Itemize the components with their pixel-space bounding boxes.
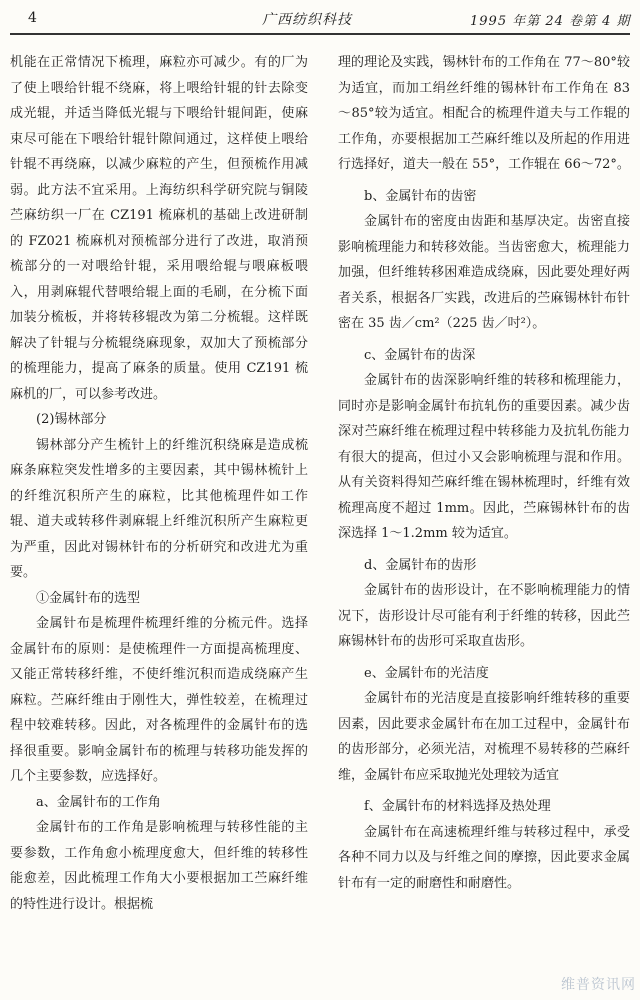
paragraph: 锡林部分产生梳针上的纤维沉积绕麻是造成梳麻条麻粒突发性增多的主要因素，其中锡林梳针上的纤维沉积所产生的麻粒，比其他梳理件如工作辊、道夫或转移件剥麻辊上纤维沉积所产生麻粒更为严重，因此对锡林针布的分析研究和改进尤为重要。 <box>10 437 308 580</box>
paragraph: 金属针布在高速梳理纤维与转移过程中，承受各种不同力以及与纤维之间的摩擦，因此要求金属针布有一定的耐磨性和耐磨性。 <box>338 824 630 891</box>
paragraph: 理的理论及实践，锡林针布的工作角在 77～80°较为适宜，而加工绢丝纤维的锡林针布工作角在 83～85°较为适宜。相配合的梳理件道夫与工作辊的工作角，亦要根据加工苎麻纤维以及所起的作用进行选择好，道夫一般在 55°，工作辊在 66～72°。 <box>338 55 630 172</box>
page-number: 4 <box>28 10 37 26</box>
section-heading: d、金属针布的齿形 <box>364 557 477 573</box>
header-rule <box>10 33 630 35</box>
issue-info: 1995 年第 24 卷第 4 期 <box>470 14 631 29</box>
page-header <box>0 0 640 36</box>
paragraph: 机能在正常情况下梳理，麻粒亦可减少。有的厂为了使上喂给针辊不绕麻，将上喂给针辊的针去除变成光辊，并适当降低光辊与下喂给针辊间距，使麻束尽可能在下喂给针辊针隙间通过，这样使上喂给针辊不再绕麻，以减少麻粒的产生，但预梳作用减弱。此方法不宜采用。上海纺织科学研究院与铜陵苎麻纺织一厂在 CZ191 梳麻机的基础上改进研制的 FZ021 梳麻机对预梳部分进行了改进，取消预梳部分的一对喂给针辊，采用喂给辊与喂麻板喂入，用剥麻辊代替喂给辊上面的毛刷，在分梳下面加装分梳板，并将转移辊改为第二分梳辊。这样既解决了针辊与分梳辊绕麻现象，双加大了预梳部分的梳理能力，提高了麻条的质量。使用 CZ191 梳麻机的厂，可以参考改进。 <box>10 55 308 402</box>
paragraph: 金属针布的齿深影响纤维的转移和梳理能力，同时亦是影响金属针布抗轧伤的重要因素。减少齿深对苎麻纤维在梳理过程中转移能力及抗轧伤能力有很大的提高，但过小又会影响梳理与混和作用。从有关资料得知苎麻纤维在锡林梳理时，纤维有效梳理高度不超过 1mm。因此，苎麻锡林针布的齿深选择 1～1.2mm 较为适宜。 <box>338 373 630 541</box>
paragraph: 金属针布的齿形设计，在不影响梳理能力的情况下，齿形设计尽可能有利于纤维的转移，因此苎麻锡林针布的齿形可采取直齿形。 <box>338 583 630 649</box>
paragraph: 金属针布的工作角是影响梳理与转移性能的主要参数，工作角愈小梳理度愈大，但纤维的转移性能愈差，因此梳理工作角大小要根据加工苎麻纤维的特性进行设计。根据梳 <box>10 820 308 912</box>
paragraph: 金属针布的密度由齿距和基厚决定。齿密直接影响梳理能力和转移效能。当齿密愈大，梳理能力加强，但纤维转移困难造成绕麻，因此要处理好两者关系，根据各厂实践，改进后的苎麻锡林针布针密在 35 齿／cm²（225 齿／吋²）。 <box>338 214 630 331</box>
left-column <box>10 50 308 1000</box>
section-heading: e、金属针布的光洁度 <box>364 665 489 681</box>
paragraph: 金属针布的光洁度是直接影响纤维转移的重要因素，因此要求金属针布在加工过程中，金属针布的齿形部分，必须光洁，对梳理不易转移的苎麻纤维，金属针布应采取抛光处理较为适宜 <box>338 691 630 783</box>
section-heading: (2)锡林部分 <box>36 412 107 427</box>
section-heading: a、金属针布的工作角 <box>36 794 161 810</box>
right-column <box>338 50 630 1000</box>
section-heading: c、金属针布的齿深 <box>364 347 476 363</box>
watermark: 维普资讯网 <box>561 977 636 993</box>
journal-title: 广西纺织科技 <box>262 12 352 28</box>
section-heading: ①金属针布的选型 <box>36 590 141 606</box>
section-heading: b、金属针布的齿密 <box>364 188 477 204</box>
section-heading: f、金属针布的材料选择及热处理 <box>364 799 551 814</box>
paragraph: 金属针布是梳理件梳理纤维的分梳元件。选择金属针布的原则：是使梳理件一方面提高梳理度、又能正常转移纤维，不使纤维沉积而造成绕麻产生麻粒。苎麻纤维由于刚性大，弹性较差，在梳理过程中较难转移。因此，对各梳理件的金属针布的选择很重要。影响金属针布的梳理与转移功能发挥的几个主要参数，应选择好。 <box>10 616 308 784</box>
